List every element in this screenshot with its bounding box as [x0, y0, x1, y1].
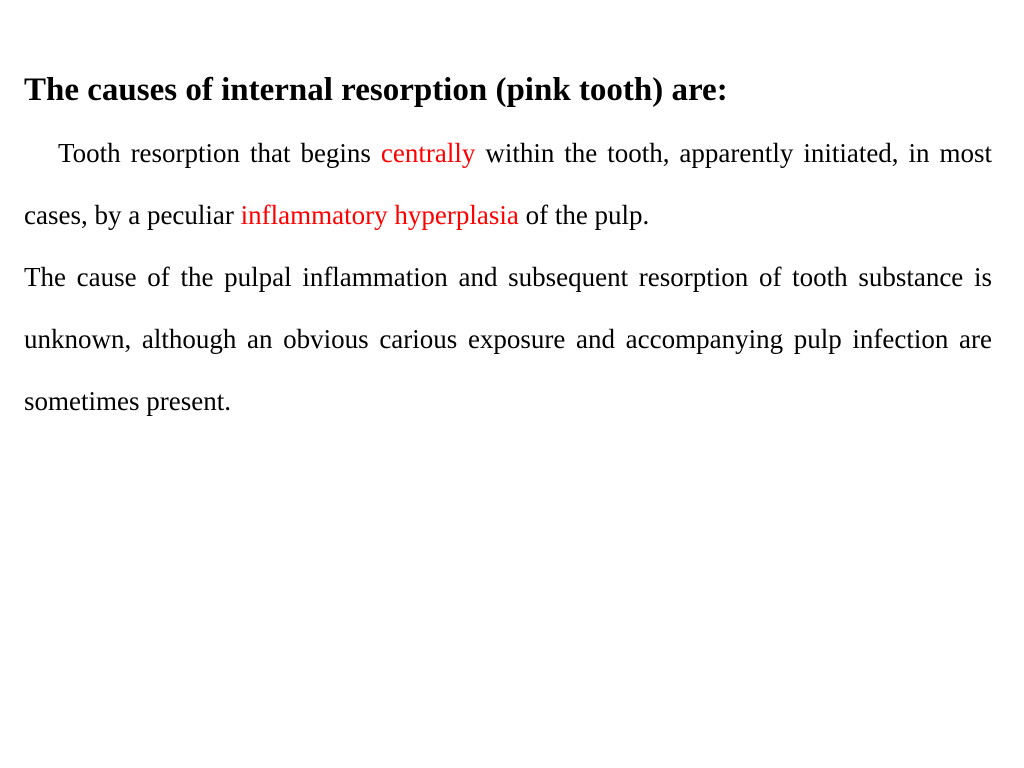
paragraph-internal-resorption-definition — [24, 122, 992, 246]
paragraph1-text-2: within the tooth, apparently initiated, in most cases, by a peculiar — [24, 138, 992, 230]
slide-content — [24, 64, 992, 432]
paragraph1-text-3: of the pulp. — [518, 200, 650, 230]
paragraph-cause-unknown: The cause of the pulpal inflammation and subsequent resorption of tooth substance is unknown, although an obvious carious exposure and accompanying pulp infection are sometimes present. — [24, 262, 992, 416]
highlight-inflammatory-hyperplasia: inflammatory hyperplasia — [240, 200, 519, 230]
highlight-centrally: centrally — [380, 138, 476, 168]
paragraph1-text-1: Tooth resorption that begins — [58, 138, 381, 168]
slide-title: The causes of internal resorption (pink tooth) are: — [24, 72, 728, 108]
